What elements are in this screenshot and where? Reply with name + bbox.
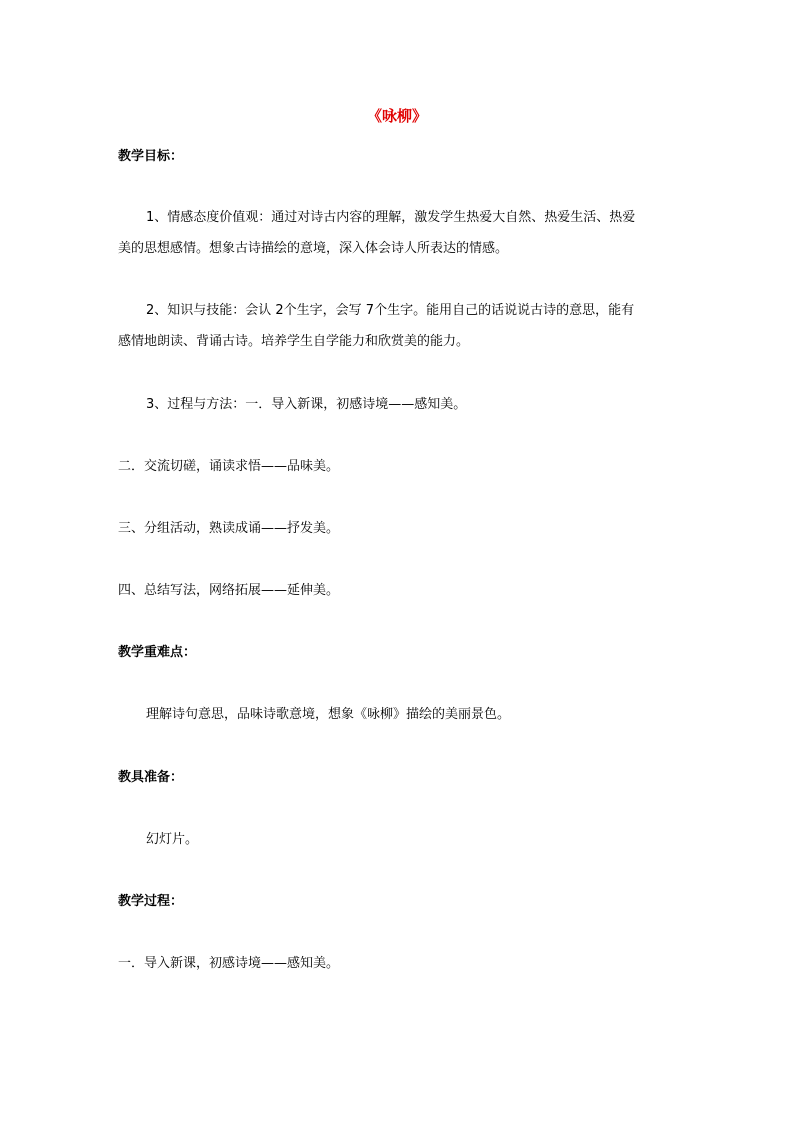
process-step-3: 三、分组活动，熟读成诵——抒发美。	[118, 521, 340, 536]
teaching-process-heading: 教学过程：	[118, 894, 184, 909]
materials-text: 幻灯片。	[146, 832, 199, 847]
key-points-heading: 教学重难点：	[118, 645, 197, 660]
objective-2-line-2: 感情地朗读、背诵古诗。培养学生自学能力和欣赏美的能力。	[118, 334, 470, 349]
objective-3: 3、过程与方法：一．导入新课，初感诗境——感知美。	[146, 397, 467, 412]
teaching-process-step-1: 一．导入新课，初感诗境——感知美。	[118, 956, 340, 971]
process-step-2: 二．交流切磋，诵读求悟——品味美。	[118, 459, 340, 474]
key-points-text: 理解诗句意思，品味诗歌意境，想象《咏柳》描绘的美丽景色。	[146, 707, 511, 722]
objectives-heading: 教学目标：	[118, 149, 184, 164]
objective-1-line-1: 1、情感态度价值观：通过对诗古内容的理解，激发学生热爱大自然、热爱生活、热爱	[146, 210, 636, 225]
process-step-4: 四、总结写法，网络拓展——延伸美。	[118, 583, 340, 598]
objective-2-line-1: 2、知识与技能：会认 2个生字，会写 7个生字。能用自己的话说说古诗的意思，能有	[146, 303, 635, 318]
objective-1-line-2: 美的思想感情。想象古诗描绘的意境，深入体会诗人所表达的情感。	[118, 241, 509, 256]
document-title: 《咏柳》	[366, 107, 427, 125]
materials-heading: 教具准备：	[118, 770, 184, 785]
